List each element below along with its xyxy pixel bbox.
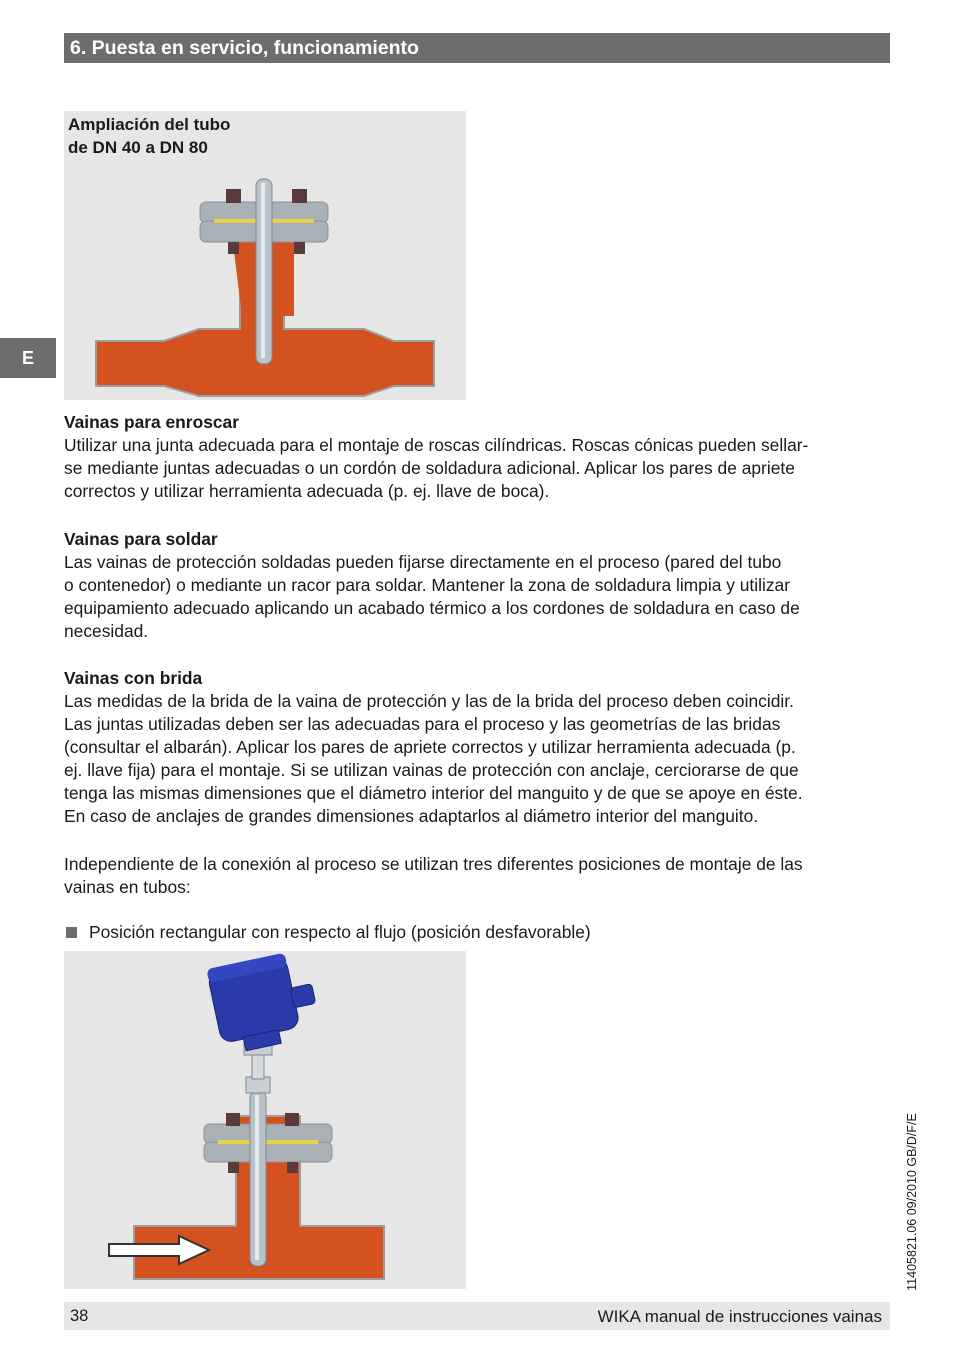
bolt-left	[226, 189, 241, 203]
bolt-right	[285, 1113, 299, 1126]
paragraph-line: o contenedor) o mediante un racor para soldar. Mantener la zona de soldadura limpia y utilizar	[64, 575, 790, 595]
bolt-left	[226, 1113, 240, 1126]
paragraph-line: Independiente de la conexión al proceso se utilizan tres diferentes posiciones de montaje de las	[64, 854, 803, 874]
intro-paragraph	[64, 853, 890, 899]
figure-perpendicular-mounting	[64, 951, 466, 1289]
section-heading: Vainas para soldar	[64, 529, 218, 549]
bolt-right-bottom	[294, 242, 305, 254]
lower-flange	[204, 1142, 332, 1162]
section-flanged	[64, 667, 890, 828]
paragraph-line: En caso de anclajes de grandes dimensiones adaptarlos al diámetro interior del manguito.	[64, 806, 759, 826]
bullet-square-icon	[66, 927, 77, 938]
document-code	[904, 1090, 920, 1314]
paragraph-line: se mediante juntas adecuadas o un cordón de soldadura adicional. Aplicar los pares de apriete	[64, 458, 795, 478]
paragraph-line: Las medidas de la brida de la vaina de protección y las de la brida del proceso deben coincidir.	[64, 691, 794, 711]
paragraph-line: Las juntas utilizadas deben ser las adecuadas para el proceso y las geometrías de las bridas	[64, 714, 781, 734]
paragraph-line: (consultar el albarán). Aplicar los pares de apriete correctos y utilizar herramienta adecuada (p.	[64, 737, 796, 757]
section-title: 6. Puesta en servicio, funcionamiento	[70, 37, 419, 59]
page-footer	[64, 1302, 890, 1330]
paragraph-line: Las vainas de protección soldadas pueden fijarse directamente en el proceso (pared del tubo	[64, 552, 782, 572]
document-code-text: 11405821.06 09/2010 GB/D/F/E	[905, 1113, 919, 1291]
paragraph-line: tenga las mismas dimensiones que el diámetro interior del manguito y de que se apoye en éste.	[64, 783, 803, 803]
bolt-right	[292, 189, 307, 203]
language-tab: E	[0, 338, 56, 378]
figure-pipe-expansion	[64, 111, 466, 400]
connection-head	[206, 951, 322, 1055]
paragraph-line: equipamiento adecuado aplicando un acabado térmico a los cordones de soldadura en caso de	[64, 598, 800, 618]
section-header	[64, 33, 890, 63]
paragraph-line: necesidad.	[64, 621, 149, 641]
thermowell-highlight	[261, 183, 265, 358]
section-heading: Vainas para enroscar	[64, 412, 239, 432]
footer-title: WIKA manual de instrucciones vainas	[597, 1307, 882, 1326]
paragraph-line: ej. llave fija) para el montaje. Si se utilizan vainas de protección con anclaje, cerciorarse de que	[64, 760, 799, 780]
bullet-item	[64, 921, 591, 944]
bullet-text: Posición rectangular con respecto al flujo (posición desfavorable)	[89, 922, 591, 942]
figure-caption	[68, 113, 230, 159]
gasket	[218, 1140, 318, 1144]
thermowell-highlight	[255, 1095, 259, 1260]
bolt-left-bottom	[228, 1162, 239, 1173]
bolt-left-bottom	[228, 242, 239, 254]
figure-caption-line1: Ampliación del tubo	[68, 115, 231, 134]
section-welded	[64, 528, 890, 643]
paragraph-line: correctos y utilizar herramienta adecuada (p. ej. llave de boca).	[64, 481, 550, 501]
perpendicular-mounting-illustration	[64, 951, 466, 1289]
page-number: 38	[70, 1307, 89, 1325]
figure-caption-line2: de DN 40 a DN 80	[68, 138, 208, 157]
section-heading: Vainas con brida	[64, 668, 203, 688]
bolt-right-bottom	[287, 1162, 298, 1173]
section-threaded	[64, 411, 890, 503]
paragraph-line: vainas en tubos:	[64, 877, 191, 897]
paragraph-line: Utilizar una junta adecuada para el montaje de roscas cilíndricas. Roscas cónicas pueden sellar-	[64, 435, 809, 455]
